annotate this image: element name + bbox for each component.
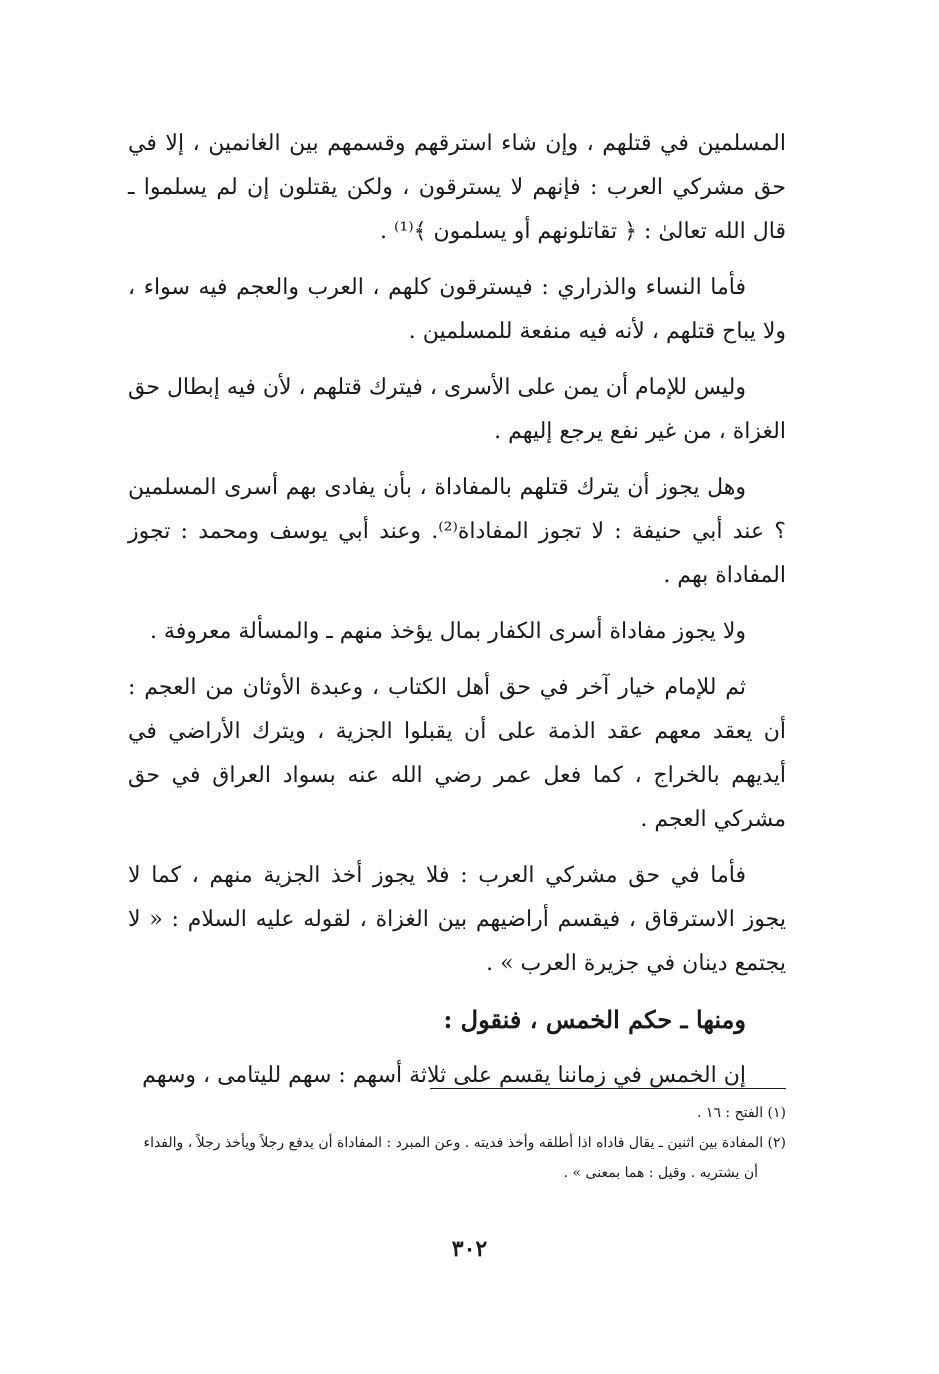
paragraph-4: وهل يجوز أن يترك قتلهم بالمفاداة ، بأن يفادى بهم أسرى المسلمين ؟ عند أبي حنيفة : لا تجوز المفاداة⁽²⁾. وعند أبي يوسف ومحمد : تجوز المفاداة بهم .	[128, 475, 786, 588]
paragraph-2: فأما النساء والذراري : فيسترقون كلهم ، العرب والعجم فيه سواء ، ولا يباح قتلهم ، لأنه فيه منفعة للمسلمين .	[128, 275, 786, 344]
page-number: ٣٠٢	[451, 1236, 488, 1262]
main-text	[128, 122, 786, 1110]
paragraph-7: فأما في حق مشركي العرب : فلا يجوز أخذ الجزية منهم ، كما لا يجوز الاسترقاق ، فيقسم أراضيهم بين الغزاة ، لقوله عليه السلام : « لا يجتمع دينان في جزيرة العرب » .	[128, 863, 786, 976]
footnotes	[128, 1098, 786, 1188]
paragraph-3: وليس للإمام أن يمن على الأسرى ، فيترك قتلهم ، لأن فيه إبطال حق الغزاة ، من غير نفع يرجع إليهم .	[128, 375, 786, 444]
paragraph-5: ولا يجوز مفاداة أسرى الكفار بمال يؤخذ منهم ـ والمسألة معروفة .	[149, 619, 746, 644]
footnote-divider	[430, 1088, 786, 1089]
footnote-1: (١) الفتح : ١٦ .	[697, 1105, 786, 1121]
paragraph-1: المسلمين في قتلهم ، وإن شاء استرقهم وقسمهم بين الغانمين ، إلا في حق مشركي العرب : فإنهم لا يسترقون ، ولكن يقتلون إن لم يسلموا ـ قال الله تعالىٰ : ﴿ تقاتلونهم أو يسلمون ﴾⁽¹⁾ .	[128, 131, 786, 244]
section-heading: ومنها ـ حكم الخمس ، فنقول :	[443, 1005, 746, 1034]
paragraph-6: ثم للإمام خيار آخر في حق أهل الكتاب ، وعبدة الأوثان من العجم : أن يعقد معهم عقد الذمة على أن يقبلوا الجزية ، ويترك الأراضي في أيديهم بالخراج ، كما فعل عمر رضي الله عنه بسواد العراق في حق مشركي العجم .	[128, 675, 786, 832]
footnote-2: (٢) المفادة بين اثنين ـ يقال فاداه اذا أطلقه وأخذ فديته . وعن المبرد : المفاداة أن يدفع رجلاً ويأخذ رجلاً ، والفداء أن يشتريه . وقيل : هما بمعنى » .	[143, 1135, 786, 1181]
paragraph-8: إن الخمس في زماننا يقسم على ثلاثة أسهم : سهم لليتامى ، وسهم	[142, 1063, 746, 1088]
